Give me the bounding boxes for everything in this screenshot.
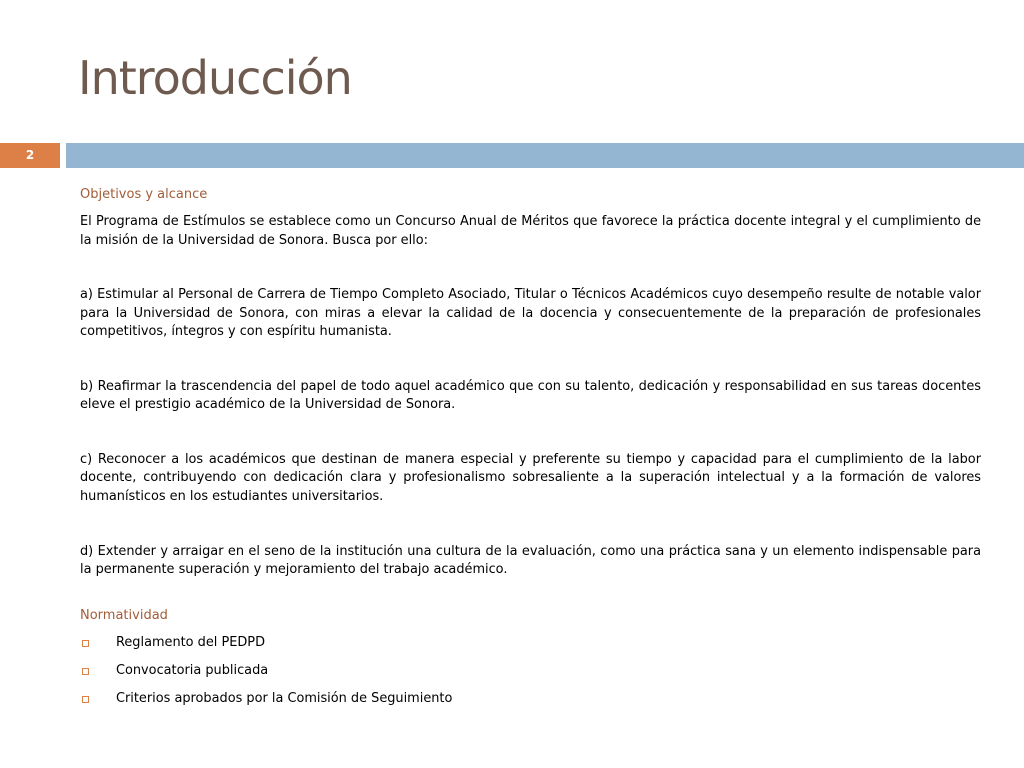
intro-paragraph: El Programa de Estímulos se establece como un Concurso Anual de Méritos que favorece la práctica docente integral y el cumplimiento de la misión de la Universidad de Sonora. Busca por ello: <box>80 214 981 248</box>
list-item <box>80 662 981 690</box>
section-heading-normatividad: Normatividad <box>80 607 168 623</box>
section-heading-objetivos: Objetivos y alcance <box>80 187 208 202</box>
list-item <box>80 634 981 662</box>
objective-item-d: d) Extender y arraigar en el seno de la institución una cultura de la evaluación, como una práctica sana y un elemento indispensable para la permanente superación y mejoramiento del trabajo académico. <box>80 543 981 577</box>
title-divider-bar <box>66 143 1024 168</box>
objective-item-a: a) Estimular al Personal de Carrera de Tiempo Completo Asociado, Titular o Técnicos Académicos cuyo desempeño resulte de notable valor para la Universidad de Sonora, con miras a elevar la calidad de la docencia y consecuentemente de la preparación de profesionales competitivos, íntegros y con espíritu humanista. <box>80 287 981 340</box>
slide-number-badge: 2 <box>0 143 60 168</box>
slide-title: Introducción <box>78 51 352 105</box>
objective-item-b: b) Reafirmar la trascendencia del papel de todo aquel académico que con su talento, dedicación y responsabilidad en sus tareas docentes eleve el prestigio académico de la Universidad de Sonora. <box>80 378 981 413</box>
hollow-square-bullet-icon <box>82 668 89 675</box>
slide-body <box>80 186 981 718</box>
list-item-label: Criterios aprobados por la Comisión de Seguimiento <box>116 690 453 706</box>
objective-item-c: c) Reconocer a los académicos que destinan de manera especial y preferente su tiempo y capacidad para el cumplimiento de la labor docente, contribuyendo con dedicación clara y profesionalismo sobresaliente a la superación intelectual y a la formación de valores humanísticos en los estudiantes universitarios. <box>80 452 981 504</box>
list-item-label: Reglamento del PEDPD <box>116 634 266 650</box>
list-item-label: Convocatoria publicada <box>116 662 269 678</box>
normatividad-list <box>80 634 981 718</box>
hollow-square-bullet-icon <box>82 696 89 703</box>
hollow-square-bullet-icon <box>82 640 89 647</box>
list-item <box>80 690 981 718</box>
